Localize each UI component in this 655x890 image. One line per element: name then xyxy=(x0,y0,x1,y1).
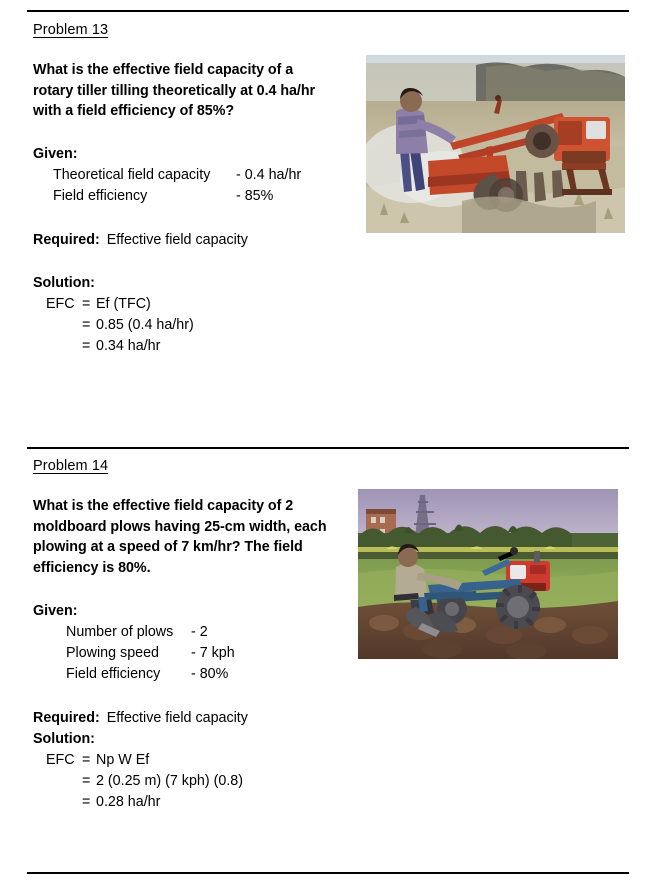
problem-14-heading: Problem 14 xyxy=(33,458,109,474)
equation-row xyxy=(33,336,194,357)
given-name: Field efficiency xyxy=(53,188,148,204)
problem-14-question: What is the effective field capacity of 2 moldboard plows having 25-cm width, each plowing at a speed of 7 km/hr? The field efficiency is 80%. xyxy=(33,498,327,576)
rotary-tiller-illustration xyxy=(366,55,625,233)
given-value: - 85% xyxy=(236,188,274,204)
required-row xyxy=(33,708,248,729)
given-value: - 80% xyxy=(191,666,229,682)
equation-lhs: EFC xyxy=(46,752,75,768)
given-name: Number of plows xyxy=(66,624,174,640)
problem-13-solution-section xyxy=(33,273,194,357)
equation-rhs: 0.34 ha/hr xyxy=(96,338,161,354)
given-row xyxy=(33,643,235,664)
moldboard-plow-illustration xyxy=(358,489,618,659)
equation-row xyxy=(33,771,248,792)
equation-rhs: 0.85 (0.4 ha/hr) xyxy=(96,317,194,333)
equation-list xyxy=(33,750,248,813)
given-row xyxy=(33,622,235,643)
problem-13-required-section xyxy=(33,230,248,251)
required-label: Required: xyxy=(33,232,100,248)
equation-operator: = xyxy=(82,794,91,810)
solution-label: Solution: xyxy=(33,275,95,291)
equation-rhs: 2 (0.25 m) (7 kph) (0.8) xyxy=(96,773,243,789)
divider-bottom xyxy=(27,872,629,874)
equation-operator: = xyxy=(82,338,91,354)
problem-13-heading: Problem 13 xyxy=(33,22,109,38)
given-row xyxy=(33,165,301,186)
equation-operator: = xyxy=(82,317,91,333)
given-value: - 0.4 ha/hr xyxy=(236,167,302,183)
problem-14-required-section xyxy=(33,708,248,813)
given-value: - 7 kph xyxy=(191,645,235,661)
problem-13-given-section xyxy=(33,144,301,207)
equation-row xyxy=(33,750,248,771)
required-value: Effective field capacity xyxy=(106,710,248,726)
given-list xyxy=(33,622,235,685)
required-value: Effective field capacity xyxy=(106,232,248,248)
given-value: - 2 xyxy=(191,624,208,640)
problem-14-given-section xyxy=(33,601,235,685)
given-label: Given: xyxy=(33,146,78,162)
equation-row xyxy=(33,792,248,813)
given-row xyxy=(33,664,235,685)
divider-top xyxy=(27,10,629,12)
given-name: Theoretical field capacity xyxy=(53,167,211,183)
equation-row xyxy=(33,315,194,336)
equation-lhs: EFC xyxy=(46,296,75,312)
equation-list xyxy=(33,294,194,357)
required-row xyxy=(33,230,248,251)
moldboard-plow-photo xyxy=(358,489,618,659)
solution-label: Solution: xyxy=(33,731,95,747)
given-list xyxy=(33,165,301,207)
given-row xyxy=(33,186,301,207)
equation-rhs: 0.28 ha/hr xyxy=(96,794,161,810)
given-name: Field efficiency xyxy=(66,666,161,682)
required-label: Required: xyxy=(33,710,100,726)
equation-rhs: Np W Ef xyxy=(96,752,150,768)
equation-operator: = xyxy=(82,752,91,768)
problem-13-question: What is the effective field capacity of a rotary tiller tilling theoretically at 0.4 ha/hr with a field efficiency of 85%? xyxy=(33,62,316,119)
equation-operator: = xyxy=(82,773,91,789)
given-name: Plowing speed xyxy=(66,645,159,661)
divider-middle xyxy=(27,447,629,449)
equation-operator: = xyxy=(82,296,91,312)
rotary-tiller-photo xyxy=(366,55,625,233)
equation-rhs: Ef (TFC) xyxy=(96,296,151,312)
given-label: Given: xyxy=(33,603,78,619)
equation-row xyxy=(33,294,194,315)
